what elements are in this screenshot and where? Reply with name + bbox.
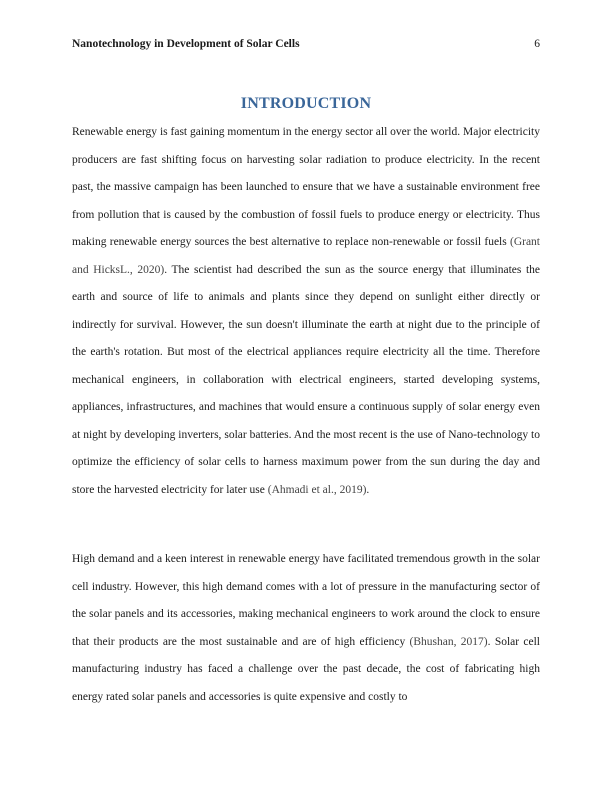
paragraph-introduction-1: [72, 119, 540, 504]
paragraph-text: . Solar cell manufacturing industry has faced a challenge over the past decade, the cost of fabricating high energy rated solar panels and accessories is quite expensive and costly to: [72, 635, 540, 703]
citation: (Ahmadi et al., 2019): [267, 483, 367, 496]
citation: (Bhushan, 2017): [409, 635, 488, 648]
citation: (Grant and HicksL., 2020): [72, 236, 540, 276]
section-heading: INTRODUCTION: [240, 95, 372, 112]
page-number: 6: [534, 38, 540, 50]
paragraph-text: Renewable energy is fast gaining momentum in the energy sector all over the world. Major electricity producers are fast shifting focus on harvesting solar radiation to produce electricity. In the recent past, the massive campaign has been launched to ensure that we have a sustainable environment free from pollution that is caused by the combustion of fossil fuels to produce energy or electricity. Thus making renewable energy sources the best alternative to replace non-renewable or fossil fuels: [72, 126, 540, 248]
paragraph-introduction-2: [72, 546, 540, 711]
paragraph-text: High demand and a keen interest in renewable energy have facilitated tremendous growth in the solar cell industry. However, this high demand comes with a lot of pressure in the manufacturing sector of the solar panels and its accessories, making mechanical engineers to work around the clock to ensure that their products are the most sustainable and are of high efficiency: [72, 553, 540, 648]
paragraph-text: . The scientist had described the sun as the source energy that illuminates the earth and source of life to animals and plants since they depend on sunlight either directly or indirectly for survival. However, the sun doesn't illuminate the earth at night due to the principle of the earth's rotation. But most of the electrical appliances require electricity all the time. Therefore mechanical engineers, in collaboration with electrical engineers, started developing systems, appliances, infrastructures, and machines that would ensure a continuous supply of solar energy even at night by developing inverters, solar batteries. And the most recent is the use of Nano-technology to optimize the efficiency of solar cells to harness maximum power from the sun during the day and store the harvested electricity for later use: [72, 263, 540, 496]
running-title: Nanotechnology in Development of Solar Cells: [72, 38, 300, 50]
paragraph-text: .: [366, 483, 370, 496]
running-head: [72, 36, 540, 52]
